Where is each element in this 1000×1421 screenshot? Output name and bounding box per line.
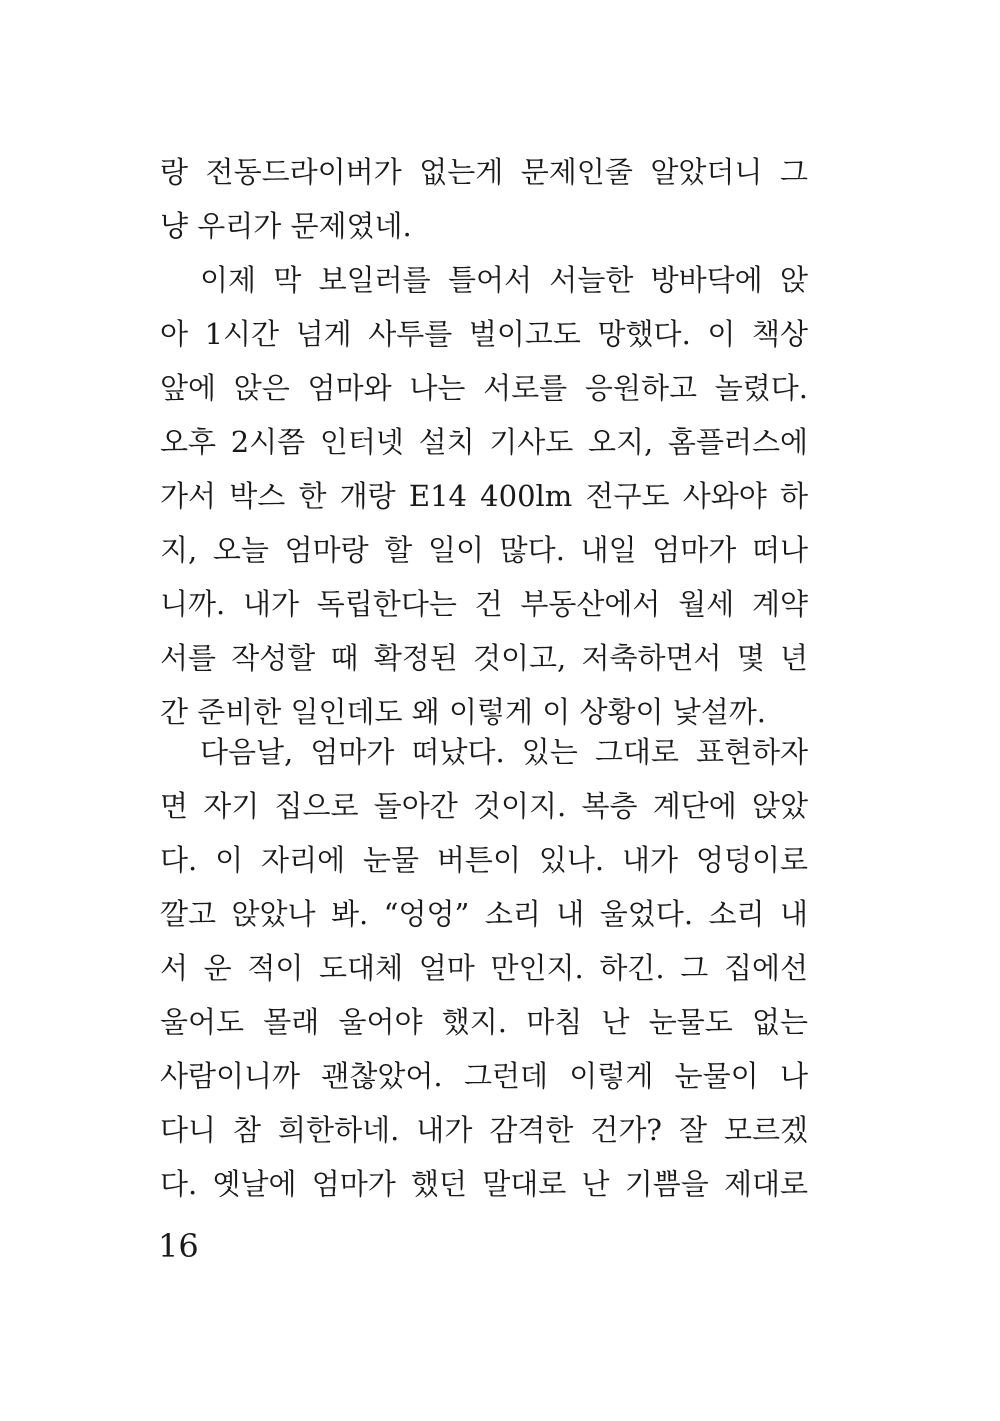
- page-number: 16: [158, 1227, 199, 1265]
- text-block-first: [160, 145, 808, 739]
- body-line: 니까. 내가 독립한다는 건 부동산에서 월세 계약: [160, 587, 808, 621]
- body-line: 이제 막 보일러를 틀어서 서늘한 방바닥에 앉: [200, 263, 808, 297]
- body-line: 오후 2시쯤 인터넷 설치 기사도 오지, 홈플러스에: [160, 425, 808, 459]
- body-line: 다니 참 희한하네. 내가 감격한 건가? 잘 모르겠: [160, 1113, 808, 1147]
- body-line: 사람이니까 괜찮았어. 그런데 이렇게 눈물이 나: [160, 1059, 808, 1093]
- body-line: 다. 옛날에 엄마가 했던 말대로 난 기쁨을 제대로: [160, 1167, 808, 1201]
- text-block-second: [160, 725, 808, 1211]
- body-line: 다. 이 자리에 눈물 버튼이 있나. 내가 엉덩이로: [160, 843, 808, 877]
- body-line: 앞에 앉은 엄마와 나는 서로를 응원하고 놀렸다.: [160, 371, 808, 405]
- body-line: 지, 오늘 엄마랑 할 일이 많다. 내일 엄마가 떠나: [160, 533, 808, 567]
- body-line: 아 1시간 넘게 사투를 벌이고도 망했다. 이 책상: [160, 317, 808, 351]
- body-line: 가서 박스 한 개랑 E14 400lm 전구도 사와야 하: [160, 479, 808, 513]
- body-line: 서를 작성할 때 확정된 것이고, 저축하면서 몇 년: [160, 641, 808, 675]
- body-line: 간 준비한 일인데도 왜 이렇게 이 상황이 낯설까.: [160, 695, 767, 729]
- body-line: 다음날, 엄마가 떠났다. 있는 그대로 표현하자: [200, 735, 808, 769]
- body-line: 랑 전동드라이버가 없는게 문제인줄 알았더니 그: [160, 155, 808, 189]
- body-line: 깔고 앉았나 봐. “엉엉” 소리 내 울었다. 소리 내: [160, 897, 808, 931]
- body-line: 면 자기 집으로 돌아간 것이지. 복층 계단에 앉았: [160, 789, 808, 823]
- body-line: 서 운 적이 도대체 얼마 만인지. 하긴. 그 집에선: [160, 951, 808, 985]
- body-line: 울어도 몰래 울어야 했지. 마침 난 눈물도 없는: [160, 1005, 808, 1039]
- body-line: 냥 우리가 문제였네.: [160, 209, 412, 243]
